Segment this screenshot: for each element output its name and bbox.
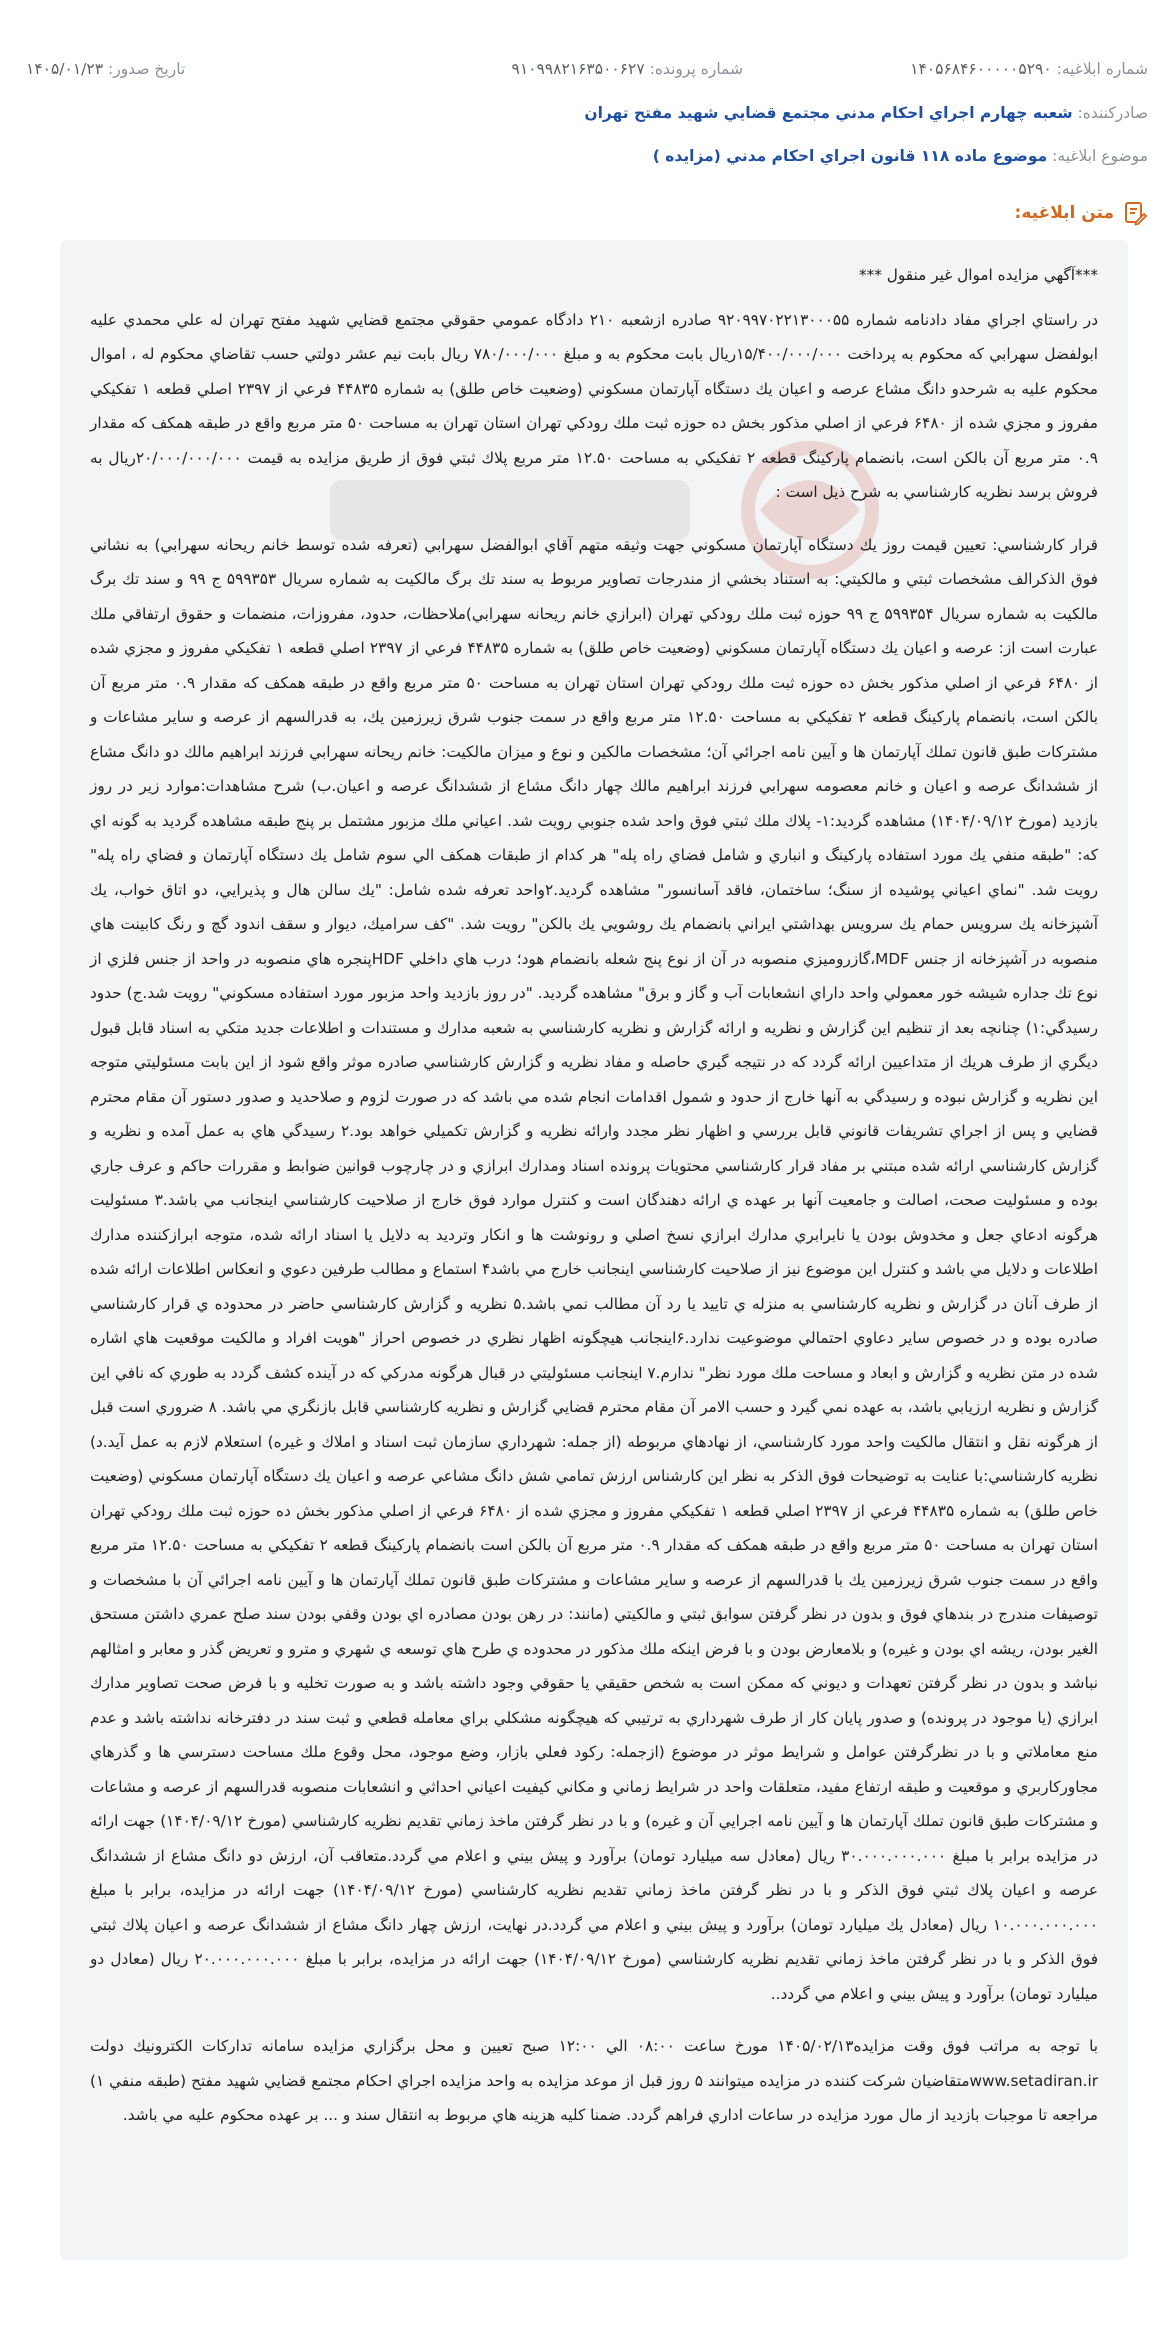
subject-row — [26, 139, 1148, 173]
notice-paragraph-3: با توجه به مراتب فوق وقت مزايده۱۴۰۵/۰۲/۱۳ مورخ ساعت ۰۸:۰۰ الي ۱۲:۰۰ صبح تعيين و محل برگزاري مزايده سامانه تداركات الكترونيك دولت www.setadiran.irمتقاضيان شركت كننده در مزايده ميتوانند ۵ روز قبل از موعد مزايده به واحد مزايده اجراي احكام مجتمع قضايي شهيد مفتح (طبقه منفي ۱) مراجعه تا موجبات بازديد از مال مورد مزايده در ساعات اداري فراهم گردد. ضمنا كليه هزينه هاي مربوط به انتقال سند و ... بر عهده محكوم عليه مي باشد. — [90, 2037, 1098, 2124]
case-number — [512, 52, 744, 86]
notice-header — [0, 0, 1174, 190]
issue-date-label: تاريخ صدور: — [107, 60, 186, 78]
meta-row — [26, 52, 1148, 86]
issuer-label: صادركننده: — [1077, 104, 1148, 122]
notice-heading: ***آگهي مزايده اموال غير منقول *** — [858, 266, 1098, 284]
notice-body-panel — [60, 240, 1128, 2260]
case-number-value: ۹۱۰۹۹۸۲۱۶۳۵۰۰۶۲۷ — [511, 60, 645, 78]
notice-paragraph-2: قرار كارشناسي: تعيين قيمت روز يك دستگاه آپارتمان مسكوني جهت وثيقه متهم آقاي ابوالفضل سهرابي (تعرفه شده توسط خانم ريحانه سهرابي) به نشاني فوق الذكرالف مشخصات ثبتي و مالكيتي: به استناد بخشي از مندرجات تصاوير مربوط به سند تك برگ مالكيت به شماره سريال ۵۹۹۳۵۳ ج ۹۹ و سند تك برگ مالكيت به شماره سريال ۵۹۹۳۵۴ ج ۹۹ حوزه ثبت ملك رودكي تهران (ابرازي خانم ريحانه سهرابي)ملاحظات، حدود، مفروزات، منضمات و حقوق ارتفاقي ملك عبارت است از: عرصه و اعيان يك دستگاه آپارتمان مسكوني (وضعيت خاص طلق) به شماره ۴۴۸۳۵ فرعي از ۲۳۹۷ اصلي قطعه ۱ تفكيكي مفروز و مجزي شده از ۶۴۸۰ فرعي از اصلي مذكور بخش ده حوزه ثبت ملك رودكي تهران استان تهران به مساحت ۵۰ متر مربع واقع در طبقه همكف كه مقدار ۰.۹ متر مربع آن بالكن است، بانضمام پاركينگ قطعه ۲ تفكيكي به مساحت ۱۲.۵۰ متر مربع واقع در سمت جنوب شرق زيرزمين يك، به قدرالسهم از عرصه و ساير مشاعات و مشتركات طبق قانون تملك آپارتمان ها و آيين نامه اجرائي آن؛ مشخصات مالكين و نوع و ميزان مالكيت: خانم ريحانه سهرابي فرزند ابراهيم مالك دو دانگ مشاع از ششدانگ عرصه و اعيان و خانم معصومه سهرابي فرزند ابراهيم مالك چهار دانگ مشاع از ششدانگ عرصه و اعيان.ب) شرح مشاهدات:موارد زير در روز بازديد (مورخ ۱۴۰۴/۰۹/۱۲) مشاهده گرديد:۱- پلاك ملك ثبتي فوق واحد شده جنوبي رويت شد. اعياني ملك مزبور مشتمل بر پنج طبقه مشاهده گرديد به گونه اي كه: "طبقه منفي يك مورد استفاده پاركينگ و انباري و شامل فضاي راه پله" هر كدام از طبقات همكف الي سوم شامل يك دستگاه آپارتمان و فضاي راه پله" رويت شد. "نماي اعياني پوشيده از سنگ؛ ساختمان، فاقد آسانسور" مشاهده گرديد.۲واحد تعرفه شده شامل: "يك سالن هال و پذيرايي، دو اتاق خواب، يك آشپزخانه يك سرويس حمام يك سرويس بهداشتي ايراني بانضمام يك روشويي يك بالكن" رويت شد. "كف سراميك، ديوار و سقف اندود گچ و رنگ كابينت هاي منصوبه در آشپزخانه از جنس MDF،گازروميزي منصوبه در آن از نوع پنج شعله بانضمام هود؛ درب هاي داخلي HDFپنجره هاي منصوبه در واحد از جنس فلزي از نوع تك جداره شيشه خور معمولي واحد داراي انشعابات آب و گاز و برق" مشاهده گرديد. "در روز بازديد واحد مزبور مورد استفاده مسكوني" رويت شد.ج) حدود رسيدگي:۱) چنانچه بعد از تنظيم اين گزارش و نظريه و ارائه گزارش و نظريه كارشناسي به شعبه مدارك و مستندات و اطلاعات جديد متكي به اسناد قابل قبول ديگري از طرف هريك از متداعيين ارائه گردد كه در نتيجه گيري حاصله و مفاد نظريه و گزارش كارشناسي صادره موثر واقع شود از اين بابت مسئوليتي متوجه اين نظريه و گزارش نبوده و رسيدگي به آنها خارج از حدود و شمول اقدامات انجام شده مي باشد كه در صورت لزوم و صلاحديد و صدور دستور آن مقام محترم قضايي و پس از اجراي تشريفات قانوني قابل بررسي و اظهار نظر مجدد وارائه نظريه و گزارش تكميلي خواهد بود.۲ رسيدگي هاي به عمل آمده و نظريه و گزارش كارشناسي ارائه شده مبتني بر مفاد قرار كارشناسي محتويات پرونده اسناد ومدارك ابرازي و در چارچوب قوانين ضوابط و مقررات حاكم و عرف جاري بوده و مسئوليت صحت، اصالت و جامعيت آنها بر عهده ي ارائه دهندگان است و كنترل موارد فوق خارج از صلاحيت كارشناسي اينجانب مي باشد.۳ مسئوليت هرگونه ادعاي جعل و مخدوش بودن يا نابرابري مدارك ابرازي نسخ اصلي و رونوشت ها و انكار وترديد به دلايل يا اسناد ارائه شده، متوجه ابرازكننده مدارك اطلاعات و دلايل مي باشد و كنترل اين موضوع نيز از صلاحيت كارشناسي اينجانب خارج مي باشد۴ استماع و مطالب طرفين دعوي و انعكاس اطلاعات ارائه شده از طرف آنان در گزارش و نظريه كارشناسي به منزله ي تاييد يا رد آن مطالب نمي باشد.۵ نظريه و گزارش كارشناسي حاضر در محدوده ي قرار كارشناسي صادره بوده و در خصوص ساير دعاوي احتمالي موضوعيت ندارد.۶اينجانب هيچگونه اظهار نظري در خصوص احراز "هويت افراد و مالكيت موقعيت هاي اشاره شده در متن نظريه و گزارش و ابعاد و مساحت ملك مورد نظر" ندارم.۷ اينجانب مسئوليتي در قبال هرگونه مدركي كه در آينده كشف گردد به طوري كه نافي اين گزارش و نظريه ارزيابي باشد، به عهده نمي گيرد و حسب الامر آن مقام محترم قضايي گزارش و نظريه كارشناسي قابل بازنگري مي باشد. ۸ ضروري است قبل از هرگونه نقل و انتقال مالكيت واحد مورد كارشناسي، از نهادهاي مربوطه (از جمله: شهرداري سازمان ثبت اسناد و املاك و غيره) استعلام لازم به عمل آيد.د) نظريه كارشناسي:با عنايت به توضيحات فوق الذكر به نظر اين كارشناس ارزش تمامي شش دانگ مشاعي عرصه و اعيان يك دستگاه آپارتمان مسكوني (وضعيت خاص طلق) به شماره ۴۴۸۳۵ فرعي از ۲۳۹۷ اصلي قطعه ۱ تفكيكي مفروز و مجزي شده از ۶۴۸۰ فرعي از اصلي مذكور بخش ده حوزه ثبت ملك رودكي تهران استان تهران به مساحت ۵۰ متر مربع واقع در طبقه همكف كه مقدار ۰.۹ متر مربع آن بالكن است بانضمام پاركينگ قطعه ۲ تفكيكي به مساحت ۱۲.۵۰ متر مربع واقع در سمت جنوب شرق زيرزمين يك با قدرالسهم از عرصه و ساير مشاعات و مشتركات طبق قانون تملك آپارتمان ها و آيين نامه اجرائي آن با مشخصات و توصيفات مندرج در بندهاي فوق و بدون در نظر گرفتن سوابق ثبتي و مالكيتي (مانند: در رهن بودن مصادره اي بودن وقفي بودن سند صلح عمري داشتن مستحق الغير بودن، ريشه اي بودن و غيره) و بلامعارض بودن و با فرض اينكه ملك مذكور در محدوده ي طرح هاي توسعه ي شهري و مترو و تعريض گذر و معابر و امثالهم نباشد و بدون در نظر گرفتن تعهدات و ديوني كه ممكن است به شخص حقيقي يا حقوقي وجود داشته باشد و به صورت تخليه و با فرض صحت تصاوير مدارك ابرازي (يا موجود در پرونده) و صدور پايان كار از طرف شهرداري به ترتيبي كه هيچگونه مشكلي براي معامله قطعي و ثبت سند در دفترخانه نداشته باشد و عدم منع معاملاتي و با در نظرگرفتن عوامل و شرايط موثر در موضوع (ازجمله: ركود فعلي بازار، وضع موجود، محل وقوع ملك مساحت دسترسي ها و گذرهاي مجاوركاربري و موقعيت و طبقه ارتفاع مفيد، متعلقات واحد در شرايط زماني و مكاني كيفيت اعياني احداثي و انشعابات منصوبه قدرالسهم از عرصه و مشاعات و مشتركات طبق قانون تملك آپارتمان ها و آيين نامه اجرايي آن و غيره) و با در نظر گرفتن ماخذ زماني تقديم نظريه كارشناسي (مورخ ۱۴۰۴/۰۹/۱۲) جهت ارائه در مزايده برابر با مبلغ ۳۰.۰۰۰.۰۰۰.۰۰۰ ريال (معادل سه ميليارد تومان) برآورد و پيش بيني و اعلام مي گردد.متعاقب آن، ارزش دو دانگ مشاع از ششدانگ عرصه و اعيان پلاك ثبتي فوق الذكر و با در نظر گرفتن ماخذ زماني تقديم نظريه كارشناسي (مورخ ۱۴۰۴/۰۹/۱۲) جهت ارائه در مزايده، برابر با مبلغ ۱۰.۰۰۰.۰۰۰.۰۰۰ ريال (معادل يك ميليارد تومان) برآورد و پيش بيني و اعلام مي گردد.در نهايت، ارزش چهار دانگ مشاع از ششدانگ عرصه و اعيان پلاك ثبتي فوق الذكر و با در نظر گرفتن ماخذ زماني تقديم نظريه كارشناسي (مورخ ۱۴۰۴/۰۹/۱۲) جهت ارائه در مزايده، برابر با مبلغ ۲۰.۰۰۰.۰۰۰.۰۰۰ ريال (معادل دو ميليارد تومان) برآورد و پيش بيني و اعلام مي گردد.. — [90, 535, 1099, 2003]
section-title-text: متن ابلاغيه: — [1014, 203, 1114, 223]
issuer-row — [26, 96, 1148, 130]
issuer-value: شعبه چهارم اجراي احكام مدني مجتمع قضايي شهيد مفتح تهران — [584, 104, 1073, 122]
section-title — [1015, 196, 1148, 230]
document-edit-icon — [1122, 200, 1148, 226]
subject-value: موضوع ماده ۱۱۸ قانون اجراي احكام مدني (مزايده ) — [652, 147, 1048, 165]
notice-number — [910, 52, 1148, 86]
notice-number-value: ۱۴۰۵۶۸۴۶۰۰۰۰۰۵۲۹۰ — [910, 60, 1052, 78]
case-number-label: شماره پرونده: — [649, 60, 743, 78]
subject-label: موضوع ابلاغيه: — [1052, 147, 1148, 165]
issue-date — [26, 52, 185, 86]
issue-date-value: ۱۴۰۵/۰۱/۲۳ — [26, 60, 104, 78]
notice-paragraph-1: در راستاي اجراي مفاد دادنامه شماره ۹۲۰۹۹۷۰۲۲۱۳۰۰۰۵۵ صادره ازشعبه ۲۱۰ دادگاه عمومي حقوقي مجتمع قضايي شهيد مفتح تهران له علي محمدي عليه ابولفضل سهرابي كه محكوم به پرداخت ۱۵/۴۰۰/۰۰۰/۰۰۰ريال بابت محكوم به و مبلغ ۷۸۰/۰۰۰/۰۰۰ ريال بابت نيم عشر دولتي حسب تقاضاي محكوم له ، اموال محكوم عليه به شرحدو دانگ مشاع عرصه و اعيان يك دستگاه آپارتمان مسكوني (وضعيت خاص طلق) به شماره ۴۴۸۳۵ فرعي از ۲۳۹۷ اصلي قطعه ۱ تفكيكي مفروز و مجزي شده از ۶۴۸۰ فرعي از اصلي مذكور بخش ده حوزه ثبت ملك رودكي تهران استان تهران به مساحت ۵۰ متر مربع واقع در طبقه همكف كه مقدار ۰.۹ متر مربع آن بالكن است، بانضمام پاركينگ قطعه ۲ تفكيكي به مساحت ۱۲.۵۰ متر مربع پلاك ثبتي فوق از طريق مزايده به قيمت ۲۰/۰۰۰/۰۰۰/۰۰۰ريال به فروش برسد نظريه كارشناسي به شرح ذيل است : — [90, 310, 1099, 501]
notice-number-label: شماره ابلاغيه: — [1056, 60, 1148, 78]
